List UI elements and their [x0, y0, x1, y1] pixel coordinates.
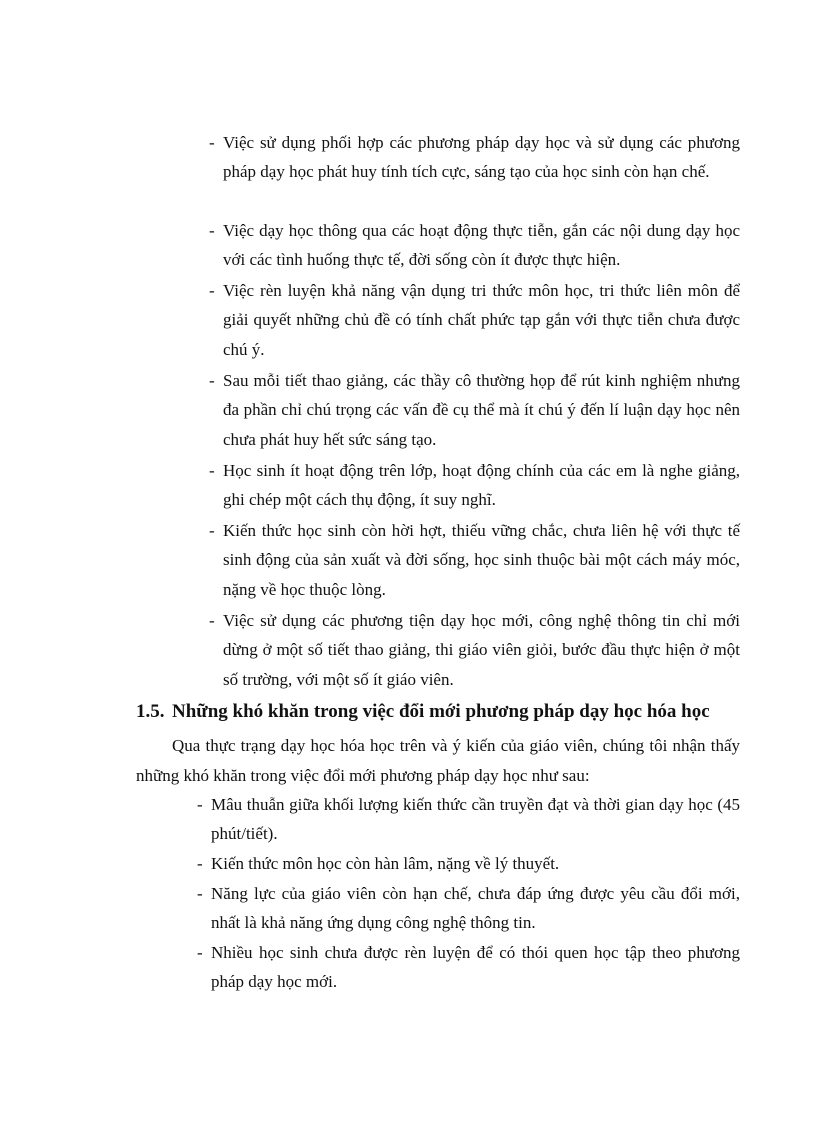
intro-paragraph: Qua thực trạng dạy học hóa học trên và ý kiến của giáo viên, chúng tôi nhận thấy những khó khăn trong việc đổi mới phương pháp dạy học như sau: — [136, 736, 740, 785]
list-item-text: Sau mỗi tiết thao giảng, các thầy cô thường họp để rút kinh nghiệm nhưng đa phần chỉ chú trọng các vấn đề cụ thể mà ít chú ý đến lí luận dạy học nên chưa phát huy hết sức sáng tạo. — [223, 371, 740, 449]
list-item — [197, 849, 740, 878]
bullet-dash: - — [197, 854, 203, 873]
bullet-dash: - — [209, 133, 215, 152]
list-item — [209, 128, 740, 187]
list-item-text: Kiến thức học sinh còn hời hợt, thiếu vững chắc, chưa liên hệ với thực tế sinh động của sản xuất và đời sống, học sinh thuộc bài một cách máy móc, nặng về học thuộc lòng. — [223, 521, 740, 599]
section-heading — [136, 697, 746, 727]
bullet-dash: - — [197, 795, 203, 814]
list-item — [197, 790, 740, 849]
list-item-text: Năng lực của giáo viên còn hạn chế, chưa đáp ứng được yêu cầu đổi mới, nhất là khả năng ứng dụng công nghệ thông tin. — [211, 884, 740, 933]
list-item — [209, 366, 740, 454]
list-item — [209, 276, 740, 364]
bullet-dash: - — [209, 371, 215, 390]
bullet-dash: - — [197, 943, 203, 962]
bullet-dash: - — [209, 521, 215, 540]
list-item — [209, 216, 740, 275]
section-number: 1.5. — [136, 701, 165, 722]
section-title: Những khó khăn trong việc đổi mới phương pháp dạy học hóa học — [172, 701, 710, 722]
list-item — [209, 606, 740, 694]
list-item — [197, 879, 740, 938]
list-item-text: Việc rèn luyện khả năng vận dụng tri thức môn học, tri thức liên môn để giải quyết những chủ đề có tính chất phức tạp gắn với thực tiễn chưa được chú ý. — [223, 281, 740, 359]
list-item — [197, 938, 740, 997]
bullet-dash: - — [209, 221, 215, 240]
list-item — [209, 516, 740, 604]
list-item — [209, 456, 740, 515]
list-item-text: Việc dạy học thông qua các hoạt động thực tiễn, gắn các nội dung dạy học với các tình huống thực tế, đời sống còn ít được thực hiện. — [223, 221, 740, 270]
bullet-dash: - — [209, 611, 215, 630]
list-item-text: Kiến thức môn học còn hàn lâm, nặng về lý thuyết. — [211, 854, 560, 873]
list-item-text: Việc sử dụng phối hợp các phương pháp dạy học và sử dụng các phương pháp dạy học phát huy tính tích cực, sáng tạo của học sinh còn hạn chế. — [223, 133, 740, 182]
list-item-text: Mâu thuẫn giữa khối lượng kiến thức cần truyền đạt và thời gian dạy học (45 phút/tiết). — [211, 795, 740, 844]
list-item-text: Học sinh ít hoạt động trên lớp, hoạt động chính của các em là nghe giảng, ghi chép một cách thụ động, ít suy nghĩ. — [223, 461, 740, 510]
list-item-text: Nhiều học sinh chưa được rèn luyện để có thói quen học tập theo phương pháp dạy học mới. — [211, 943, 740, 992]
bullet-dash: - — [209, 281, 215, 300]
list-item-text: Việc sử dụng các phương tiện dạy học mới, công nghệ thông tin chỉ mới dừng ở một số tiết thao giảng, thi giáo viên giỏi, bước đầu thực hiện ở một số trường, với một số ít giáo viên. — [223, 611, 740, 689]
bullet-dash: - — [209, 461, 215, 480]
bullet-dash: - — [197, 884, 203, 903]
